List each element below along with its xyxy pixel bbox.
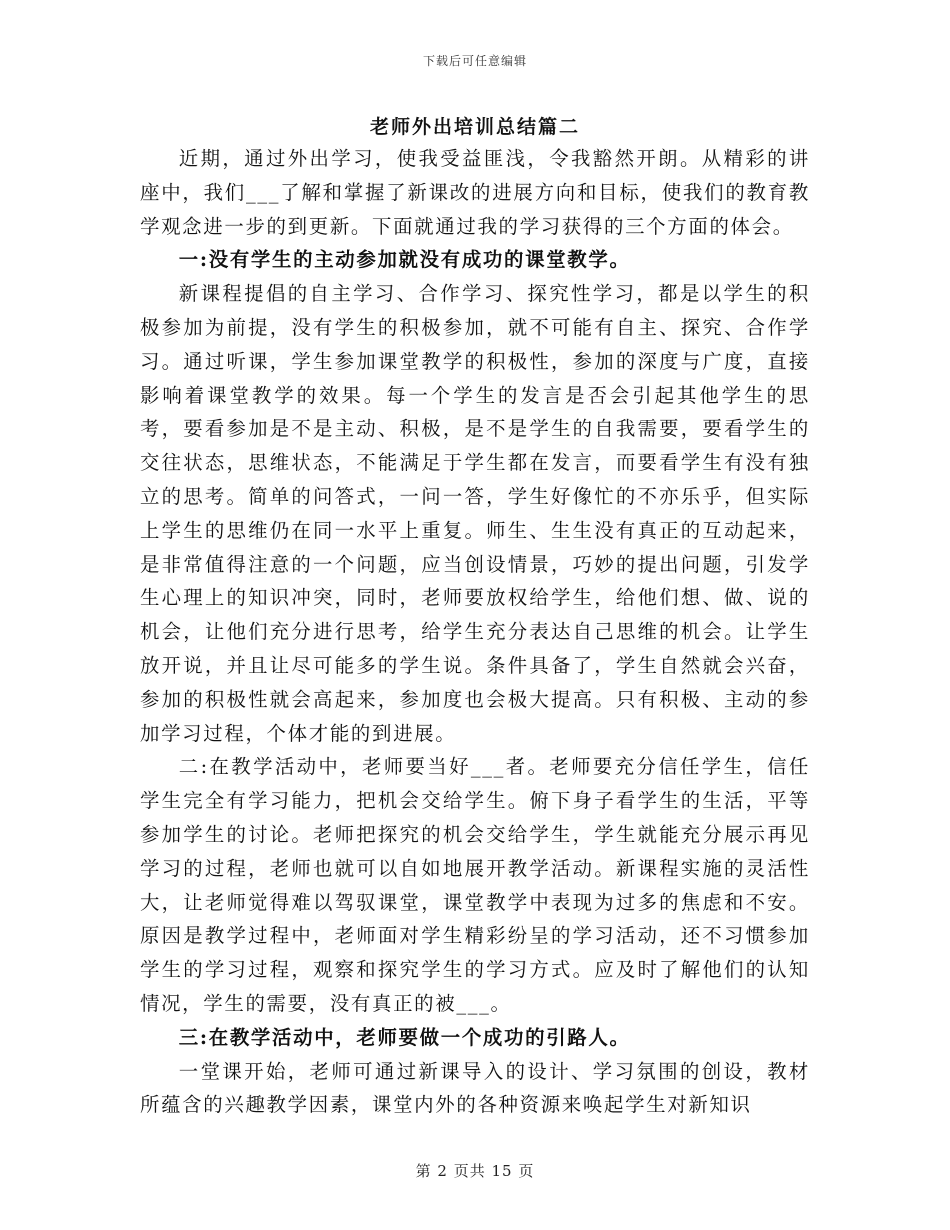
document-body: [140, 142, 810, 1122]
section-3-paragraph: 一堂课开始，老师可通过新课导入的设计、学习氛围的创设，教材所蕴含的兴趣教学因素，课堂内外的各种资源来唤起学生对新知识: [140, 1059, 810, 1117]
page-header-note: 下载后可任意编辑: [422, 54, 527, 68]
section-1-paragraph: 新课程提倡的自主学习、合作学习、探究性学习，都是以学生的积极参加为前提，没有学生的积极参加，就不可能有自主、探究、合作学习。通过听课，学生参加课堂教学的积极性，参加的深度与广度，直接影响着课堂教学的效果。每一个学生的发言是否会引起其他学生的思考，要看参加是不是主动、积极，是不是学生的自我需要，要看学生的交往状态，思维状态，不能满足于学生都在发言，而要看学生有没有独立的思考。简单的问答式，一问一答，学生好像忙的不亦乐乎，但实际上学生的思维仍在同一水平上重复。师生、生生没有真正的互动起来，是非常值得注意的一个问题，应当创设情景，巧妙的提出问题，引发学生心理上的知识冲突，同时，老师要放权给学生，给他们想、做、说的机会，让他们充分进行思考，给学生充分表达自己思维的机会。让学生放开说，并且让尽可能多的学生说。条件具备了，学生自然就会兴奋，参加的积极性就会高起来，参加度也会极大提高。只有积极、主动的参加学习过程，个体才能的到进展。: [140, 282, 810, 745]
page-number-footer: 第 2 页共 15 页: [415, 1162, 535, 1180]
intro-paragraph: 近期，通过外出学习，使我受益匪浅，令我豁然开朗。从精彩的讲座中，我们___了解和掌握了新课改的进展方向和目标，使我们的教育教学观念进一步的到更新。下面就通过我的学习获得的三个方面的体会。: [140, 147, 810, 238]
section-heading-3: 三:在教学活动中，老师要做一个成功的引路人。: [178, 1025, 631, 1049]
document-title: 老师外出培训总结篇二: [369, 116, 580, 138]
section-heading-1: 一:没有学生的主动参加就没有成功的课堂教学。: [178, 248, 631, 272]
section-2-paragraph: 二:在教学活动中，老师要当好___者。老师要充分信任学生，信任学生完全有学习能力，把机会交给学生。俯下身子看学生的生活，平等参加学生的讨论。老师把探究的机会交给学生，学生就能充分展示再见学习的过程，老师也就可以自如地展开教学活动。新课程实施的灵活性大，让老师觉得难以驾驭课堂，课堂教学中表现为过多的焦虑和不安。原因是教学过程中，老师面对学生精彩纷呈的学习活动，还不习惯参加学生的学习过程，观察和探究学生的学习方式。应及时了解他们的认知情况，学生的需要，没有真正的被___。: [140, 755, 810, 1015]
